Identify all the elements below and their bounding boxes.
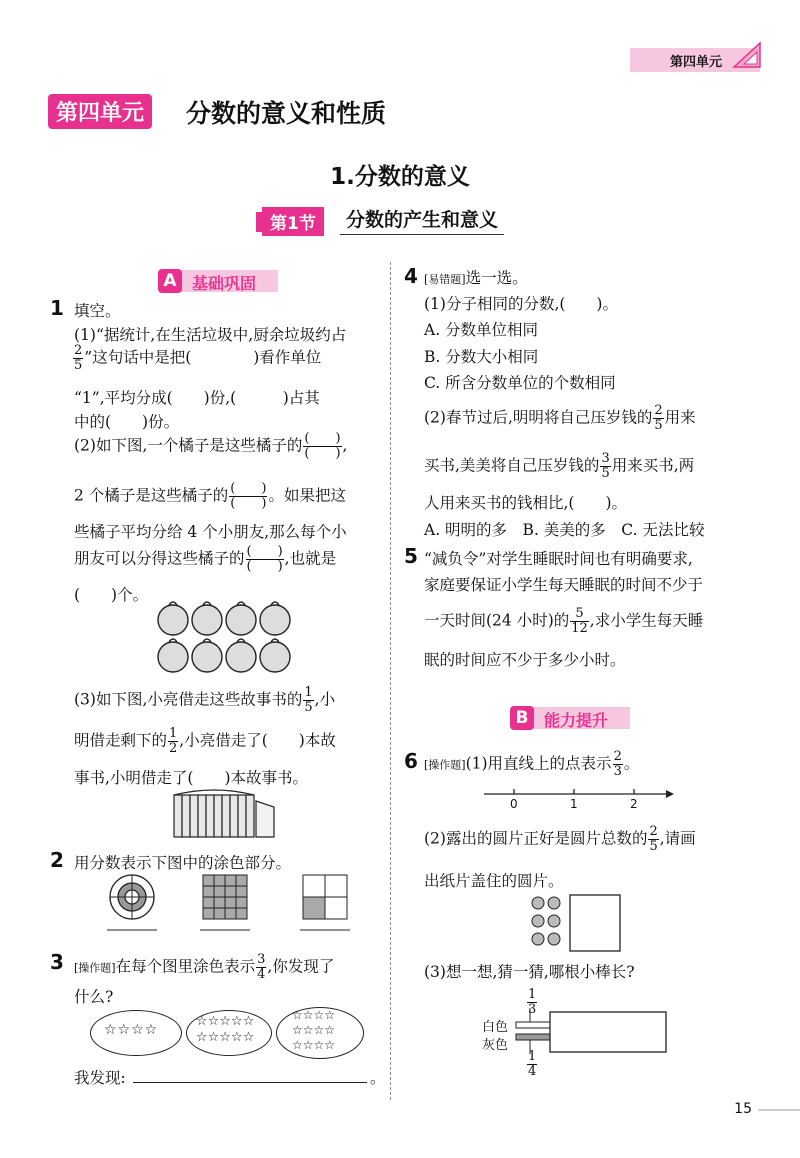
q4-p1-option-a[interactable]: A. 分数单位相同 (424, 321, 539, 339)
q4-p2-line2: 买书,美美将自己压岁钱的 $\frac{3}{5}$ 用来买书,两 (424, 451, 695, 481)
white-label: 白色 (482, 1020, 509, 1035)
orange-icon (158, 639, 188, 672)
q3-answer-line[interactable] (133, 1082, 367, 1083)
q6-p3: (3)想一想,猜一猜,哪根小棒长? (424, 963, 635, 981)
q2-text: 用分数表示下图中的涂色部分。 (74, 854, 292, 872)
q6-number: 6 (404, 749, 418, 773)
q4-p1: (1)分子相同的分数,( )。 (424, 295, 618, 313)
fraction: $\frac{2}{5}$ (649, 824, 658, 854)
q4-p1-option-c[interactable]: C. 所含分数单位的个数相同 (424, 374, 616, 392)
q1-number: 1 (50, 296, 64, 320)
oranges-figure (155, 600, 305, 678)
q1-p1-line1: (1)“据统计,在生活垃圾中,厨余垃圾约占 (74, 326, 347, 344)
q6-p1: [操作题](1)用直线上的点表示 $\frac{2}{3}$ 。 (424, 749, 640, 779)
q1-p3-line3: 事书,小明借走了( )本故事书。 (74, 769, 309, 787)
q4-p1-option-b[interactable]: B. 分数大小相同 (424, 348, 539, 366)
fraction: $\frac{1}{2}$ (169, 726, 178, 756)
orange-icon (226, 639, 256, 672)
paper-cover (570, 895, 620, 951)
fraction: $\frac{1}{5}$ (304, 685, 313, 715)
chapter-title: 1.分数的意义 (330, 164, 470, 190)
quartered-square-figure (303, 875, 347, 919)
q5-line2: 家庭要保证小学生每天睡眠的时间不少于 (424, 576, 704, 594)
q4-p2-line3: 人用来买书的钱相比,( )。 (424, 494, 628, 512)
target-circle-figure (110, 875, 154, 919)
q5-number: 5 (404, 544, 418, 568)
q3-tag: [操作题] (74, 961, 116, 975)
grid-square-figure (203, 875, 247, 919)
q2-figures (95, 873, 375, 937)
q4-line1: [易错题]选一选。 (424, 269, 528, 287)
q1-p1-line4: 中的( )份。 (74, 413, 180, 431)
orange-icon (260, 602, 290, 635)
page-number: 15 (734, 1101, 752, 1117)
q3-line2: 什么? (74, 988, 114, 1006)
stick-cover (550, 1012, 666, 1052)
gray-stick (516, 1034, 552, 1040)
q1-p3-line1: (3)如下图,小亮借走这些故事书的 $\frac{1}{5}$ ,小 (74, 685, 336, 715)
blank-fraction[interactable]: $\frac{( )}{( )}$ (304, 431, 341, 461)
q1-p2-line2: 2 个橘子是这些橘子的 $\frac{( )}{( )}$ 。如果把这 (74, 481, 346, 511)
tick-label-0: 0 (510, 797, 518, 811)
fraction: $\frac{2}{3}$ (613, 749, 622, 779)
q3-line1: [操作题]在每个图里涂色表示 $\frac{3}{4}$ ,你发现了 (74, 952, 335, 982)
q3-stars-3: ☆☆☆☆ ☆☆☆☆ ☆☆☆☆ (292, 1008, 336, 1052)
orange-icon (192, 639, 222, 672)
q3-found-label: 我发现: (74, 1069, 126, 1087)
sub-a-label: 基础巩固 (192, 274, 257, 293)
fraction: $\frac{3}{4}$ (257, 952, 266, 982)
q5-line4: 眠的时间应不少于多少小时。 (424, 651, 626, 669)
q1-p2-line1: (2)如下图,一个橘子是这些橘子的 $\frac{( )}{( )}$ , (74, 431, 348, 461)
q4-number: 4 (404, 264, 418, 288)
section-badge: 第1节 (262, 207, 324, 236)
q1-p1-line3: “1”,平均分成( )份,( )占其 (74, 389, 320, 407)
q3-end-mark: 。 (370, 1069, 386, 1087)
q6-p2-line2: 出纸片盖住的圆片。 (424, 872, 564, 890)
q3-stars-1: ☆☆☆☆ (104, 1022, 159, 1038)
unit-badge: 第四单元 (48, 94, 152, 129)
gray-stick-fraction: $\frac{1}{4}$ (528, 1049, 537, 1079)
orange-icon (192, 602, 222, 635)
sticks-figure (512, 1008, 672, 1056)
unit-header-text: 第四单元 (669, 55, 722, 70)
q6-p2-line1: (2)露出的圆片正好是圆片总数的 $\frac{2}{5}$ ,请画 (424, 824, 696, 854)
orange-icon (226, 602, 256, 635)
section-title: 分数的产生和意义 (340, 205, 504, 235)
column-divider (390, 262, 391, 1100)
q5-line1: “减负令”对学生睡眠时间也有明确要求, (424, 550, 693, 568)
gray-label: 灰色 (482, 1038, 509, 1053)
tick-label-2: 2 (630, 797, 638, 811)
q1-p2-line3: 些橘子平均分给 4 个小朋友,那么每个小 (74, 523, 347, 541)
sub-b-label: 能力提升 (544, 711, 609, 730)
triangle-ruler-icon (730, 40, 764, 70)
q3-stars-2: ☆☆☆☆☆ ☆☆☆☆☆ (196, 1014, 255, 1045)
sub-b-letter: B (510, 706, 534, 730)
q4-p2-options[interactable]: A. 明明的多 B. 美美的多 C. 无法比较 (424, 521, 705, 539)
page-number-line (758, 1109, 800, 1111)
books-figure (170, 787, 280, 841)
discs-figure[interactable] (528, 893, 624, 955)
blank-fraction[interactable]: $\frac{( )}{( )}$ (230, 481, 267, 511)
orange-icon (158, 602, 188, 635)
orange-icon (260, 639, 290, 672)
fraction: $\frac{2}{5}$ (74, 343, 83, 373)
fraction: $\frac{5}{12}$ (571, 606, 588, 636)
q1-p1-line2: $\frac{2}{5}$ ”这句话中是把( )看作单位 (74, 343, 322, 373)
unit-title: 分数的意义和性质 (186, 99, 387, 128)
q1-intro: 填空。 (74, 302, 121, 320)
sub-a-letter: A (158, 269, 182, 293)
tick-label-1: 1 (570, 797, 578, 811)
q4-tag: [易错题] (424, 273, 466, 286)
q1-p2-line5: ( )个。 (74, 586, 149, 604)
fraction: $\frac{3}{5}$ (601, 451, 610, 481)
q1-p3-line2: 明借走剩下的 $\frac{1}{2}$ ,小亮借走了( )本故 (74, 726, 336, 756)
q2-number: 2 (50, 848, 64, 872)
blank-fraction[interactable]: $\frac{( )}{( )}$ (246, 544, 283, 574)
fraction: $\frac{2}{5}$ (654, 403, 663, 433)
white-stick (516, 1022, 552, 1028)
q1-p2-line4: 朋友可以分得这些橘子的 $\frac{( )}{( )}$ ,也就是 (74, 544, 337, 574)
q5-line3: 一天时间(24 小时)的 $\frac{5}{12}$ ,求小学生每天睡 (424, 606, 704, 636)
white-stick-fraction: $\frac{1}{3}$ (528, 987, 537, 1017)
q3-number: 3 (50, 950, 64, 974)
q6-tag: [操作题] (424, 758, 466, 772)
q4-p2-line1: (2)春节过后,明明将自己压岁钱的 $\frac{2}{5}$ 用来 (424, 403, 696, 433)
